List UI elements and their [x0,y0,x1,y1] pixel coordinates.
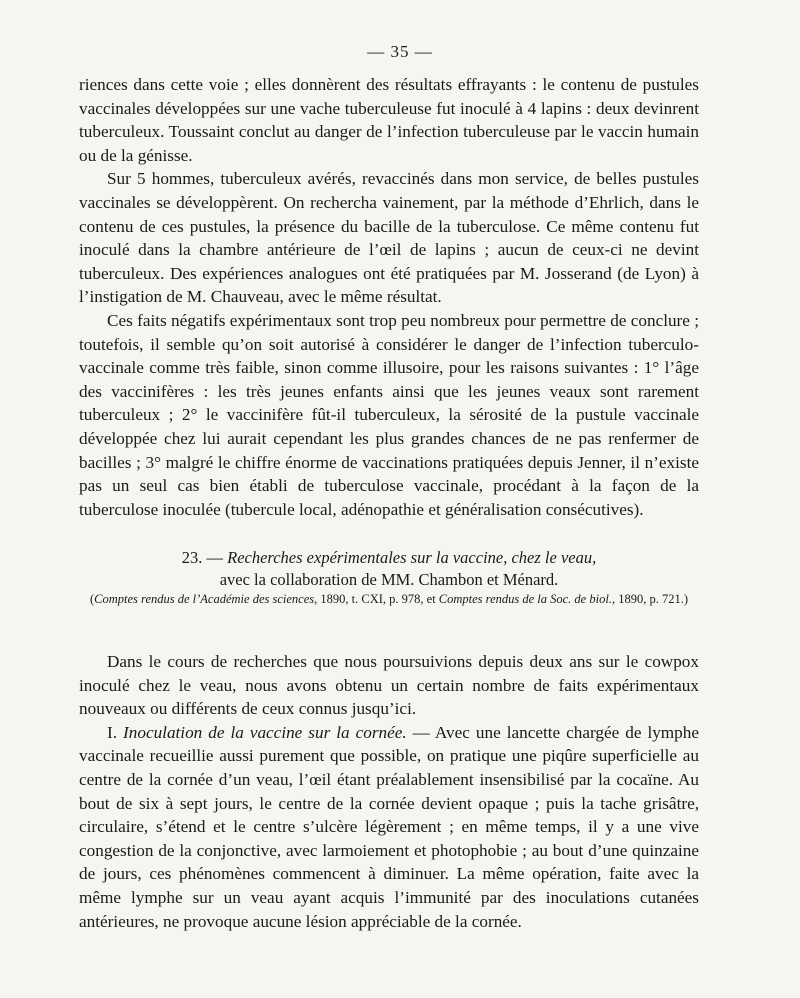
text-block-bottom [79,650,699,933]
section-reference [79,591,699,608]
section-heading-block [79,547,699,608]
ref-journal-2: Comptes rendus de la Soc. de biol. [438,592,612,606]
item-label: I. [107,722,118,742]
paragraph: Dans le cours de recherches que nous poursuivions depuis deux ans sur le cowpox inoculé chez le veau, nous avons obtenu un certain nombre de faits expérimentaux nouveaux ou différents de ceux connus jusqu’ici. [79,652,699,719]
section-title-line2: avec la collaboration de MM. Chambon et Ménard. [219,570,559,589]
section-number: 23. — [181,548,223,567]
page-number: — 35 — [367,42,433,61]
item-text: — Avec une lancette chargée de lymphe vaccinale recueillie aussi purement que possible, on pratique une piqûre superficielle au centre de la cornée d’un veau, l’œil étant préalablement insensibilisé par la cocaïne. Au bout de six à sept jours, le centre de la cornée devient opaque ; puis la tache grisâtre, circulaire, s’étend et le centre s’ulcère légèrement ; en même temps, il y a une vive congestion de la conjonctive, avec larmoiement et photophobie ; au bout d’une quinzaine de jours, ces phénomènes commencent à diminuer. La même opération, faite avec la même lymphe sur un veau ayant acquis l’immunité par des inoculations cutanées antérieures, ne provoque aucune lésion appréciable de la cornée. [79,722,699,931]
item-title: Inoculation de la vaccine sur la cornée. [123,722,407,742]
ref-open: ( [90,592,95,606]
ref-mid: , 1890, t. CXI, p. 978, et [314,592,439,606]
ref-end: , 1890, p. 721.) [611,592,688,606]
paragraph: Sur 5 hommes, tuberculeux avérés, revaccinés dans mon service, de belles pustules vaccinales se développèrent. On rechercha vainement, par la méthode d’Ehrlich, dans le contenu de ces pustules, la présence du bacille de la tuberculose. Ce même contenu fut inoculé dans la chambre antérieure de l’œil de lapins ; aucun de ceux-ci ne devint tuberculeux. Des expériences analogues ont été pratiquées par M. Josserand (de Lyon) à l’instigation de M. Chauveau, avec le même résultat. [79,169,699,307]
section-title-italic: Recherches expérimentales sur la vaccine, chez le veau, [227,548,597,567]
text-block-top [79,73,699,521]
section-title [79,547,699,569]
paragraph [79,721,699,933]
paragraph: Ces faits négatifs expérimentaux sont trop peu nombreux pour permettre de conclure ; toutefois, il semble qu’on soit autorisé à considérer le danger de l’infection tuberculo-vaccinale comme très faible, sinon comme illusoire, pour les raisons suivantes : 1° l’âge des vaccinifères : les très jeunes enfants ainsi que les jeunes veaux sont rarement tuberculeux ; 2° le vaccinifère fût-il tuberculeux, la sérosité de la pustule vaccinale développée chez lui aurait cependant les plus grandes chances de ne pas renfermer de bacilles ; 3° malgré le chiffre énorme de vaccinations pratiquées depuis Jenner, il n’existe pas un seul cas bien établi de tuberculose vaccinale, procédant à la façon de la tuberculose inoculée (tubercule local, adénopathie et généralisation consécutives). [79,310,699,519]
paragraph: riences dans cette voie ; elles donnèrent des résultats effrayants : le contenu de pustules vaccinales développées sur une vache tuberculeuse fut inoculé à 4 lapins : deux devinrent tuberculeux. Toussaint conclut au danger de l’infection tuberculeuse par le vaccin humain ou de la génisse. [79,75,699,165]
ref-journal-1: Comptes rendus de l’Académie des sciences [94,592,315,606]
